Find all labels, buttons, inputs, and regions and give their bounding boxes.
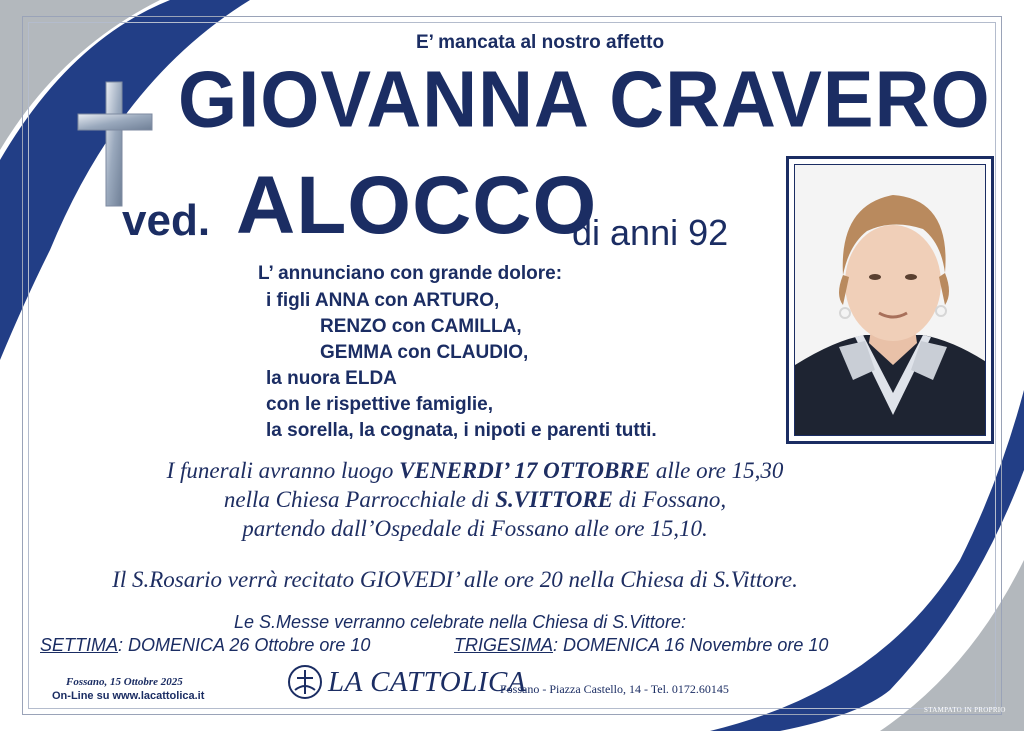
mourner-line: i figli ANNA con ARTURO, — [266, 290, 500, 311]
brand-address: Fossano - Piazza Castello, 14 - Tel. 0172.60145 — [500, 682, 729, 696]
deceased-name: GIOVANNA CRAVERO — [178, 55, 991, 145]
rosary-text: Il S.Rosario verrà recitato — [112, 567, 360, 592]
rosary-text: alle ore 20 nella Chiesa di S.Vittore. — [458, 567, 798, 592]
church-name: S.VITTORE — [495, 487, 613, 512]
funeral-line-2 — [60, 487, 890, 513]
trigesima-line — [454, 635, 828, 656]
portrait-photo — [794, 164, 986, 436]
mourner-line: RENZO con CAMILLA, — [320, 316, 522, 337]
settima-value: : DOMENICA 26 Ottobre ore 10 — [118, 635, 371, 655]
mourner-line: la nuora ELDA — [266, 368, 397, 389]
intro-text: E’ mancata al nostro affetto — [415, 32, 665, 53]
mourner-line: GEMMA con CLAUDIO, — [320, 342, 529, 363]
funeral-text: nella Chiesa Parrocchiale di — [223, 487, 496, 512]
trigesima-label: TRIGESIMA — [454, 635, 554, 655]
announcement-intro: L’ annunciano con grande dolore: — [258, 263, 563, 284]
funeral-time: alle ore 15,30 — [650, 458, 784, 483]
cross-icon — [76, 80, 154, 208]
funeral-line-3: partendo dall’Ospedale di Fossano alle ore 15,10. — [242, 516, 708, 541]
photo-frame — [786, 156, 994, 444]
funeral-line-1 — [60, 458, 890, 484]
rosary-line — [40, 567, 870, 593]
deceased-surname: ALOCCO — [236, 160, 598, 251]
widow-prefix: ved. — [122, 196, 211, 245]
funeral-date: VENERDI’ 17 OTTOBRE — [399, 458, 651, 483]
online-link[interactable]: On-Line su www.lacattolica.it — [52, 690, 205, 702]
settima-label: SETTIMA — [40, 635, 119, 655]
masses-intro: Le S.Messe verranno celebrate nella Chiesa di S.Vittore: — [234, 612, 686, 632]
funeral-text: di Fossano, — [613, 487, 727, 512]
publication-date: Fossano, 15 Ottobre 2025 — [66, 676, 183, 688]
brand-name: LA CATTOLICA — [328, 666, 527, 698]
funeral-text: I funerali avranno luogo — [166, 458, 400, 483]
rosary-day: GIOVEDI’ — [359, 567, 459, 592]
mourner-line: la sorella, la cognata, i nipoti e parenti tutti. — [266, 420, 657, 441]
mourner-line: con le rispettive famiglie, — [266, 394, 494, 415]
la-cattolica-logo-icon — [287, 664, 323, 700]
settima-line — [40, 635, 370, 656]
trigesima-value: : DOMENICA 16 Novembre ore 10 — [553, 635, 829, 655]
stamp-text: STAMPATO IN PROPRIO — [924, 706, 1006, 714]
age-text: di anni 92 — [572, 212, 729, 253]
